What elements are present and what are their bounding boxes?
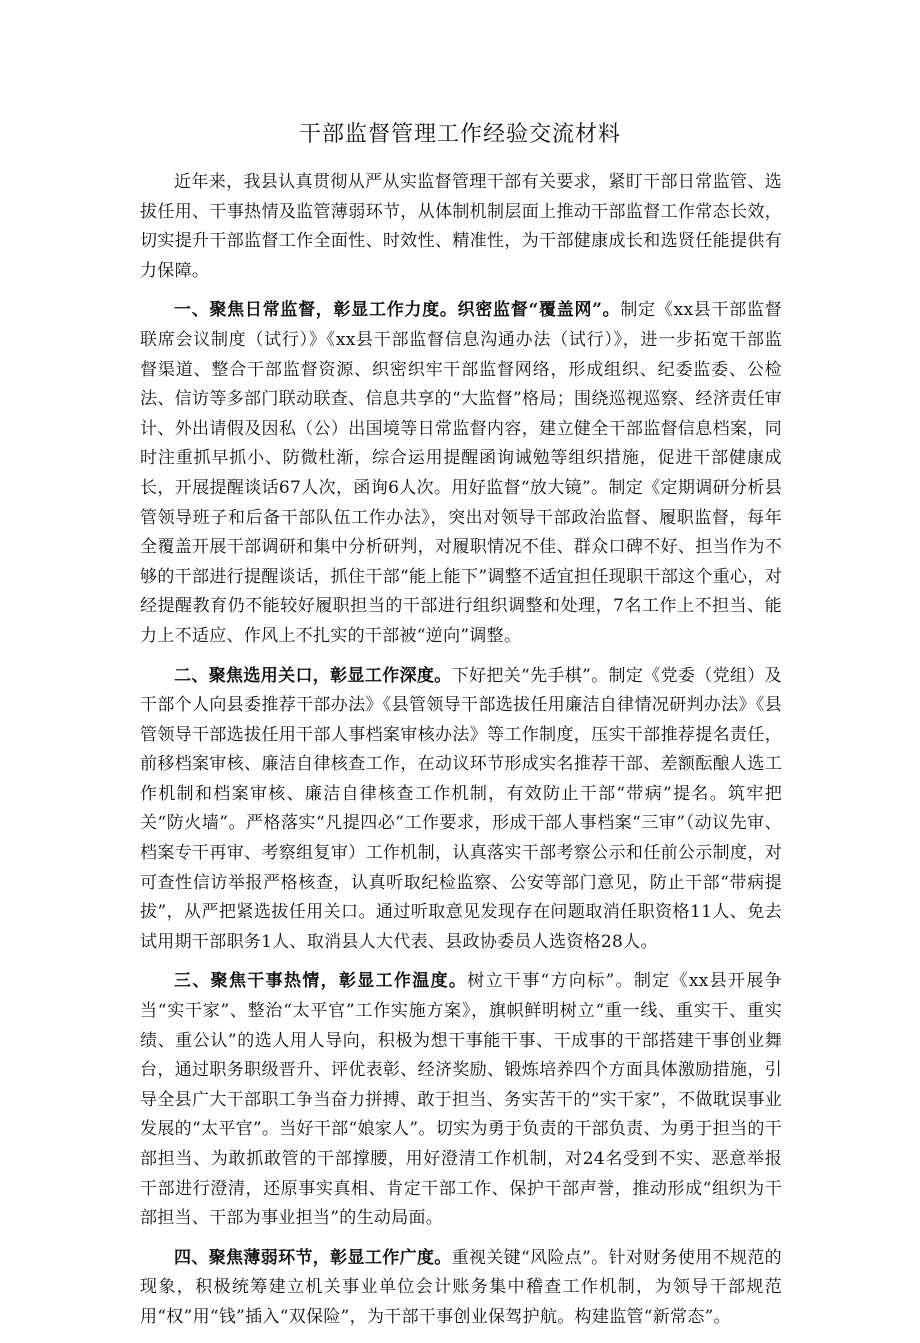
section-2-heading: 二、聚焦选用关口，彰显工作深度。 [174,665,452,686]
section-4-text: 重视关键“风险点”。针对财务使用不规范的现象，积极统筹建立机关事业单位会计账务集中稽查工作机制，为领导干部规范用“权”用“钱”插入“双保险”，为干部干事创业保驾护航。构建监管“新常态”。 [140,1247,782,1327]
section-2-text: 下好把关“先手棋”。制定《党委（党组）及干部个人向县委推荐干部办法》《县管领导干部选拔任用廉洁自律情况研判办法》《县管领导干部选拔任用干部人事档案审核办法》等工作制度，压实干部推荐提名责任，前移档案审核、廉洁自律核查工作，在动议环节形成实名推荐干部、差额酝酿人选工作机制和档案审核、廉洁自律核查工作机制，有效防止干部“带病”提名。筑牢把关“防火墙”。严格落实“凡提四必”工作要求，形成干部人事档案“三审”（动议先审、档案专干再审、考察组复审）工作机制，认真落实干部考察公示和任前公示制度，对可查性信访举报严格核查，认真听取纪检监察、公安等部门意见，防止干部“带病提拔”，从严把紧选拔任用关口。通过听取意见发现存在问题取消任职资格11人、免去试用期干部职务1人、取消县人大代表、县政协委员人选资格28人。 [140,665,782,952]
intro-paragraph: 近年来，我县认真贯彻从严从实监督管理干部有关要求，紧盯干部日常监管、选拔任用、干事热情及监管薄弱环节，从体制机制层面上推动干部监督工作常态长效，切实提升干部监督工作全面性、时效性、精准性，为干部健康成长和选贤任能提供有力保障。 [140,172,782,281]
section-3-paragraph [140,967,782,1233]
document-title: 干部监督管理工作经验交流材料 [298,122,621,147]
section-1-paragraph [140,296,782,651]
section-4-heading: 四、聚焦薄弱环节，彰显工作广度。 [174,1247,452,1268]
section-1-heading: 一、聚焦日常监督，彰显工作力度。织密监督“覆盖网”。 [174,300,621,321]
section-2-paragraph [140,662,782,958]
section-3-heading: 三、聚焦干事热情，彰显工作温度。 [174,971,468,992]
section-3-text: 树立干事“方向标”。制定《xx县开展争当“实干家”、整治“太平官”工作实施方案》，旗帜鲜明树立“重一线、重实干、重实绩、重公认”的选人用人导向，积极为想干事能干事、干成事的干部搭建干事创业舞台，通过职务职级晋升、评优表彰、经济奖励、锻炼培养四个方面具体激励措施，引导全县广大干部职工争当奋力拼搏、敢于担当、务实苦干的“实干家”，不做耽误事业发展的“太平官”。当好干部“娘家人”。切实为勇于负责的干部负责、为勇于担当的干部担当、为敢抓敢管的干部撑腰，用好澄清工作机制，对24名受到不实、恶意举报干部进行澄清，还原事实真相、肯定干部工作、保护干部声誉，推动形成“组织为干部担当、干部为事业担当”的生动局面。 [140,971,782,1229]
section-1-text: 制定《xx县干部监督联席会议制度（试行）》《xx县干部监督信息沟通办法（试行）》，进一步拓宽干部监督渠道、整合干部监督资源、织密织牢干部监督网络，形成组织、纪委监委、公检法、信访等多部门联动联查、信息共享的“大监督”格局；围绕巡视巡察、经济责任审计、外出请假及因私（公）出国境等日常监督内容，建立健全干部监督信息档案，同时注重抓早抓小、防微杜渐，综合运用提醒函询诫勉等组织措施，促进干部健康成长，开展提醒谈话67人次，函询6人次。用好监督“放大镜”。制定《定期调研分析县管领导班子和后备干部队伍工作办法》，突出对领导干部政治监督、履职监督，每年全覆盖开展干部调研和集中分析研判，对履职情况不佳、群众口碑不好、担当作为不够的干部进行提醒谈话，抓住干部“能上能下”调整不适宜担任现职干部这个重心，对经提醒教育仍不能较好履职担当的干部进行组织调整和处理，7名工作上不担当、能力上不适应、作风上不扎实的干部被“逆向”调整。 [140,300,782,646]
document-body [140,168,782,1343]
section-4-paragraph [140,1244,782,1333]
